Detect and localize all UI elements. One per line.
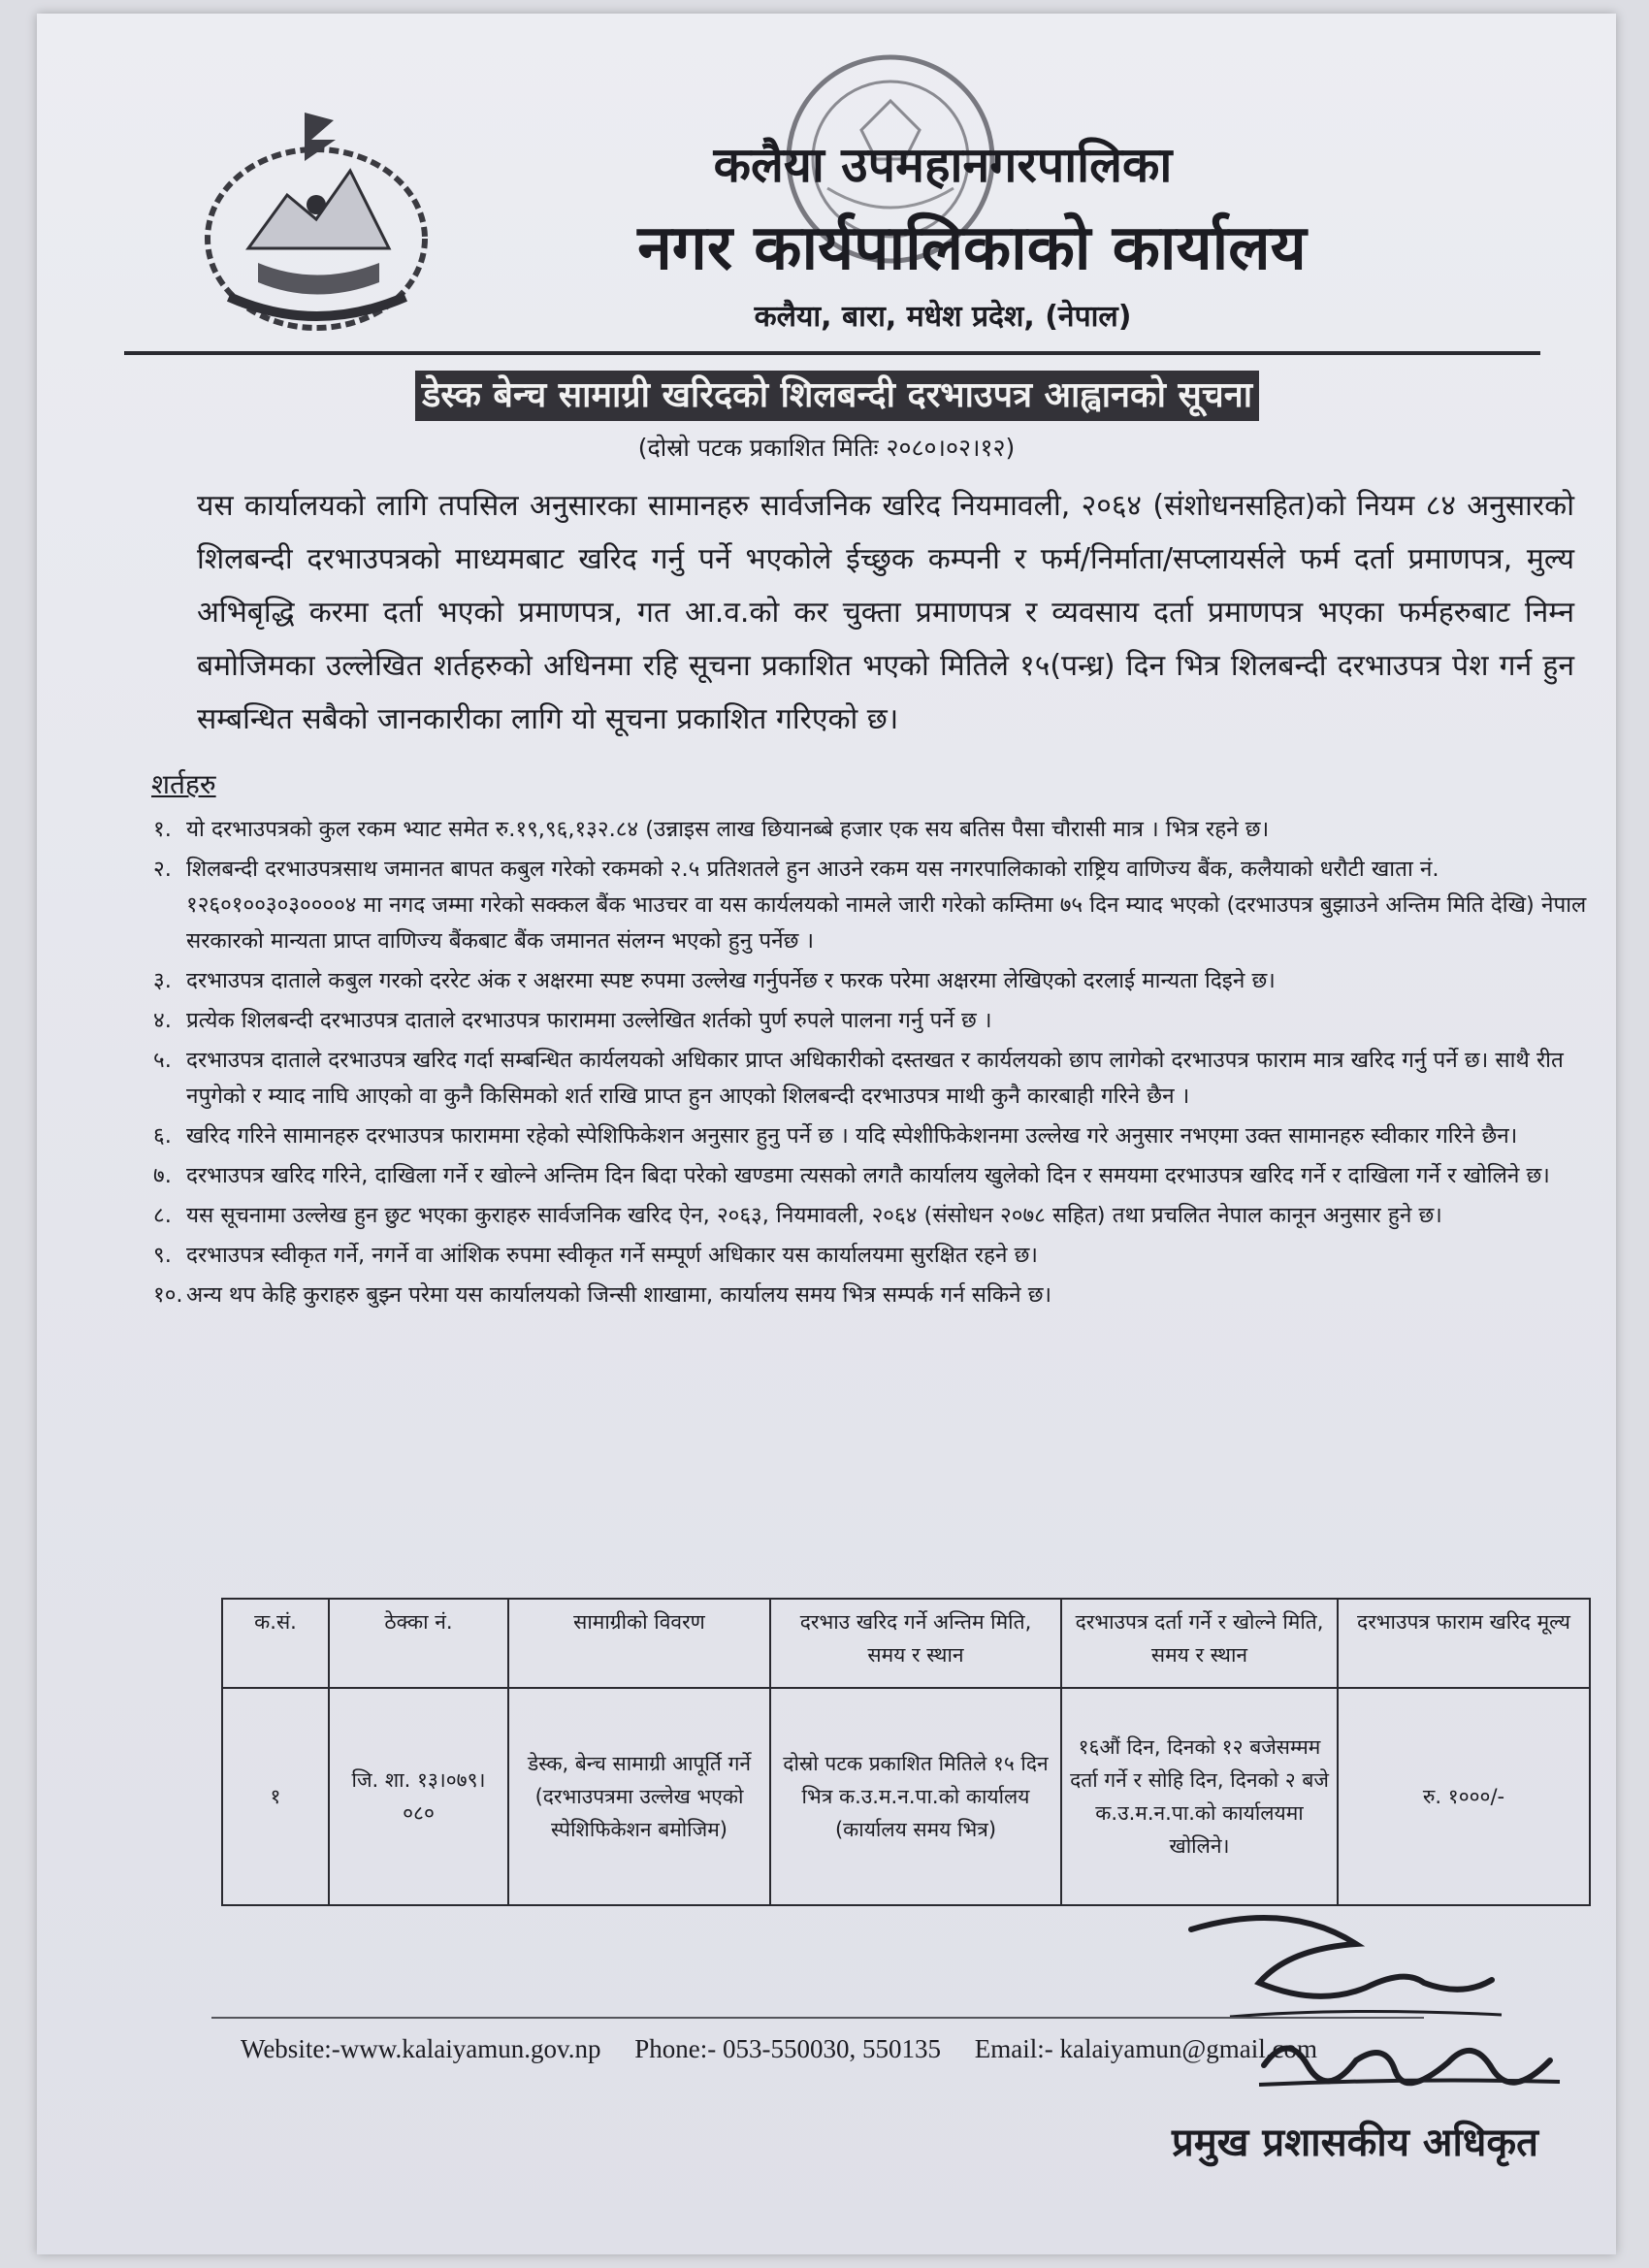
condition-item [153, 1198, 1589, 1234]
condition-text: दरभाउपत्र खरिद गरिने, दाखिला गर्ने र खोल्ने अन्तिम दिन बिदा परेको खण्डमा त्यसको लगतै कार्यालय खुलेको दिन र समयमा दरभाउपत्र खरिद गर्ने र दाखिला गर्ने र खोलिने छ। [186, 1163, 1550, 1188]
publish-date: (दोस्रो पटक प्रकाशित मितिः २०८०।०२।१२) [637, 434, 1016, 462]
condition-item [153, 1118, 1589, 1154]
signatory-designation: प्रमुख प्रशासकीय अधिकृत [1172, 2121, 1538, 2165]
office-name: नगर कार्यपालिकाको कार्यालय [637, 212, 1307, 284]
table-header: ठेक्का नं. [329, 1599, 508, 1688]
condition-text: दरभाउपत्र दाताले दरभाउपत्र खरिद गर्दा सम्बन्धित कार्यलयको अधिकार प्राप्त अधिकारीको दस्तखत र कार्यलयको छाप लागेको दरभाउपत्र फाराम मात्र खरिद गर्नु पर्ने छ। साथै रीत नपुगेको र म्याद नाघि आएको वा कुनै किसिमको शर्त राखि प्राप्त हुन आएको शिलबन्दी दरभाउपत्र माथी कुनै कारबाही गरिने छैन । [186, 1048, 1564, 1109]
table-cell: १६औं दिन, दिनको १२ बजेसम्मम दर्ता गर्ने र सोहि दिन, दिनको २ बजे क.उ.म.न.पा.को कार्यालयमा खोलिने। [1061, 1688, 1338, 1905]
condition-number: ४. [153, 1008, 172, 1033]
header-divider [124, 351, 1540, 355]
footer-divider [211, 2017, 1424, 2019]
table-header: क.सं. [222, 1599, 329, 1688]
condition-text: यस सूचनामा उल्लेख हुन छुट भएका कुराहरु सार्वजनिक खरिद ऐन, २०६३, नियमावली, २०६४ (संसोधन २०७८ सहित) तथा प्रचलित नेपाल कानून अनुसार हुने छ। [186, 1203, 1442, 1228]
condition-text: खरिद गरिने सामानहरु दरभाउपत्र फाराममा रहेको स्पेशिफिकेशन अनुसार हुनु पर्ने छ । यदि स्पेशीफिकेशनमा उल्लेख गरे अनुसार नभएमा उक्त सामानहरु स्वीकार गरिने छैन। [186, 1123, 1518, 1149]
table-header: दरभाउपत्र फाराम खरिद मूल्य [1338, 1599, 1590, 1688]
condition-text: यो दरभाउपत्रको कुल रकम भ्याट समेत रु.१९,९६,१३२.८४ (उन्नाइस लाख छियानब्बे हजार एक सय बतिस पैसा चौरासी मात्र । भित्र रहने छ। [186, 817, 1270, 842]
procurement-table [221, 1598, 1591, 1906]
conditions-heading: शर्तहरु [151, 768, 216, 800]
table-row [222, 1688, 1590, 1905]
notice-page [37, 14, 1616, 2254]
conditions-list [153, 812, 1589, 1317]
notice-intro: यस कार्यालयको लागि तपसिल अनुसारका सामानहरु सार्वजनिक खरिद नियमावली, २०६४ (संशोधनसहित)को नियम ८४ अनुसारको शिलबन्दी दरभाउपत्रको माध्यमबाट खरिद गर्नु पर्ने भएकोले ईच्छुक कम्पनी र फर्म/निर्माता/सप्लायर्सले फर्म दर्ता प्रमाणपत्र, मुल्य अभिबृद्धि करमा दर्ता भएको प्रमाणपत्र, गत आ.व.को कर चुक्ता प्रमाणपत्र र व्यवसाय दर्ता प्रमाणपत्र भएका फर्महरुबाट निम्न बमोजिमका उल्लेखित शर्तहरुको अधिनमा रहि सूचना प्रकाशित भएको मितिले १५(पन्ध्र) दिन भित्र शिलबन्दी दरभाउपत्र पेश गर्न हुन सम्बन्धित सबैको जानकारीका लागि यो सूचना प्रकाशित गरिएको छ। [197, 489, 1574, 736]
condition-item [153, 852, 1589, 959]
footer-email: Email:- kalaiyamun@gmail.com [974, 2034, 1318, 2063]
footer-contact [241, 2034, 1344, 2064]
condition-number: २. [153, 857, 172, 882]
condition-text: शिलबन्दी दरभाउपत्रसाथ जमानत बापत कबुल गरेको रकमको २.५ प्रतिशतले हुन आउने रकम यस नगरपालिकाको राष्ट्रिय वाणिज्य बैंक, कलैयाको धरौटी खाता नं. १२६०१००३०३००००४ मा नगद जम्मा गरेको सक्कल बैंक भाउचर वा यस कार्यलयको नामले जारी गरेको कम्तिमा ७५ दिन म्याद भएको (दरभाउपत्र बुझाउने अन्तिम मिति देखि) नेपाल सरकारको मान्यता प्राप्त वाणिज्य बैंकबाट बैंक जमानत संलग्न भएको हुनु पर्नेछ । [186, 857, 1587, 954]
condition-number: १. [153, 817, 172, 842]
condition-text: अन्य थप केहि कुराहरु बुझ्न परेमा यस कार्यालयको जिन्सी शाखामा, कार्यालय समय भित्र सम्पर्क गर्न सकिने छ। [186, 1282, 1052, 1308]
office-address: कलैया, बारा, मधेश प्रदेश, (नेपाल) [754, 300, 1132, 334]
table-header: दरभाउ खरिद गर्ने अन्तिम मिति, समय र स्थान [770, 1599, 1061, 1688]
condition-item [153, 1003, 1589, 1039]
footer-phone: Phone:- 053-550030, 550135 [634, 2034, 941, 2063]
condition-number: ६. [153, 1123, 172, 1149]
condition-item [153, 1238, 1589, 1274]
table-header: सामाग्रीको विवरण [508, 1599, 770, 1688]
condition-number: ३. [153, 968, 172, 993]
condition-item [153, 963, 1589, 999]
condition-item [153, 1158, 1589, 1194]
condition-number: ५. [153, 1048, 172, 1073]
condition-number: ७. [153, 1163, 172, 1188]
table-cell: १ [222, 1688, 329, 1905]
table-cell: दोस्रो पटक प्रकाशित मितिले १५ दिन भित्र क.उ.म.न.पा.को कार्यालय (कार्यालय समय भित्र) [770, 1688, 1061, 1905]
condition-text: दरभाउपत्र स्वीकृत गर्ने, नगर्ने वा आंशिक रुपमा स्वीकृत गर्ने सम्पूर्ण अधिकार यस कार्यालयमा सुरक्षित रहने छ। [186, 1243, 1038, 1268]
table-cell: डेस्क, बेन्च सामाग्री आपूर्ति गर्ने (दरभाउपत्रमा उल्लेख भएको स्पेशिफिकेशन बमोजिम) [508, 1688, 770, 1905]
table-header: दरभाउपत्र दर्ता गर्ने र खोल्ने मिति, समय र स्थान [1061, 1599, 1338, 1688]
municipality-name: कलैया उपमहानगरपालिका [713, 137, 1173, 193]
condition-number: १०. [153, 1282, 183, 1308]
condition-number: ९. [153, 1243, 172, 1268]
condition-number: ८. [153, 1203, 172, 1228]
footer-website: Website:-www.kalaiyamun.gov.np [241, 2034, 601, 2063]
condition-item [153, 812, 1589, 848]
table-cell: रु. १०००/- [1338, 1688, 1590, 1905]
condition-text: दरभाउपत्र दाताले कबुल गरको दररेट अंक र अक्षरमा स्पष्ट रुपमा उल्लेख गर्नुपर्नेछ र फरक परेमा अक्षरमा लेखिएको दरलाई मान्यता दिइने छ। [186, 968, 1276, 993]
condition-item [153, 1043, 1589, 1115]
handwritten-date [1249, 2012, 1569, 2119]
table-cell: जि. शा. १३।०७९।०८० [329, 1688, 508, 1905]
table-header-row [222, 1599, 1590, 1688]
condition-text: प्रत्येक शिलबन्दी दरभाउपत्र दाताले दरभाउपत्र फाराममा उल्लेखित शर्तको पुर्ण रुपले पालना गर्नु पर्ने छ । [186, 1008, 992, 1033]
condition-item [153, 1278, 1589, 1313]
notice-title: डेस्क बेन्च सामाग्री खरिदको शिलबन्दी दरभाउपत्र आह्वानको सूचना [415, 371, 1259, 421]
